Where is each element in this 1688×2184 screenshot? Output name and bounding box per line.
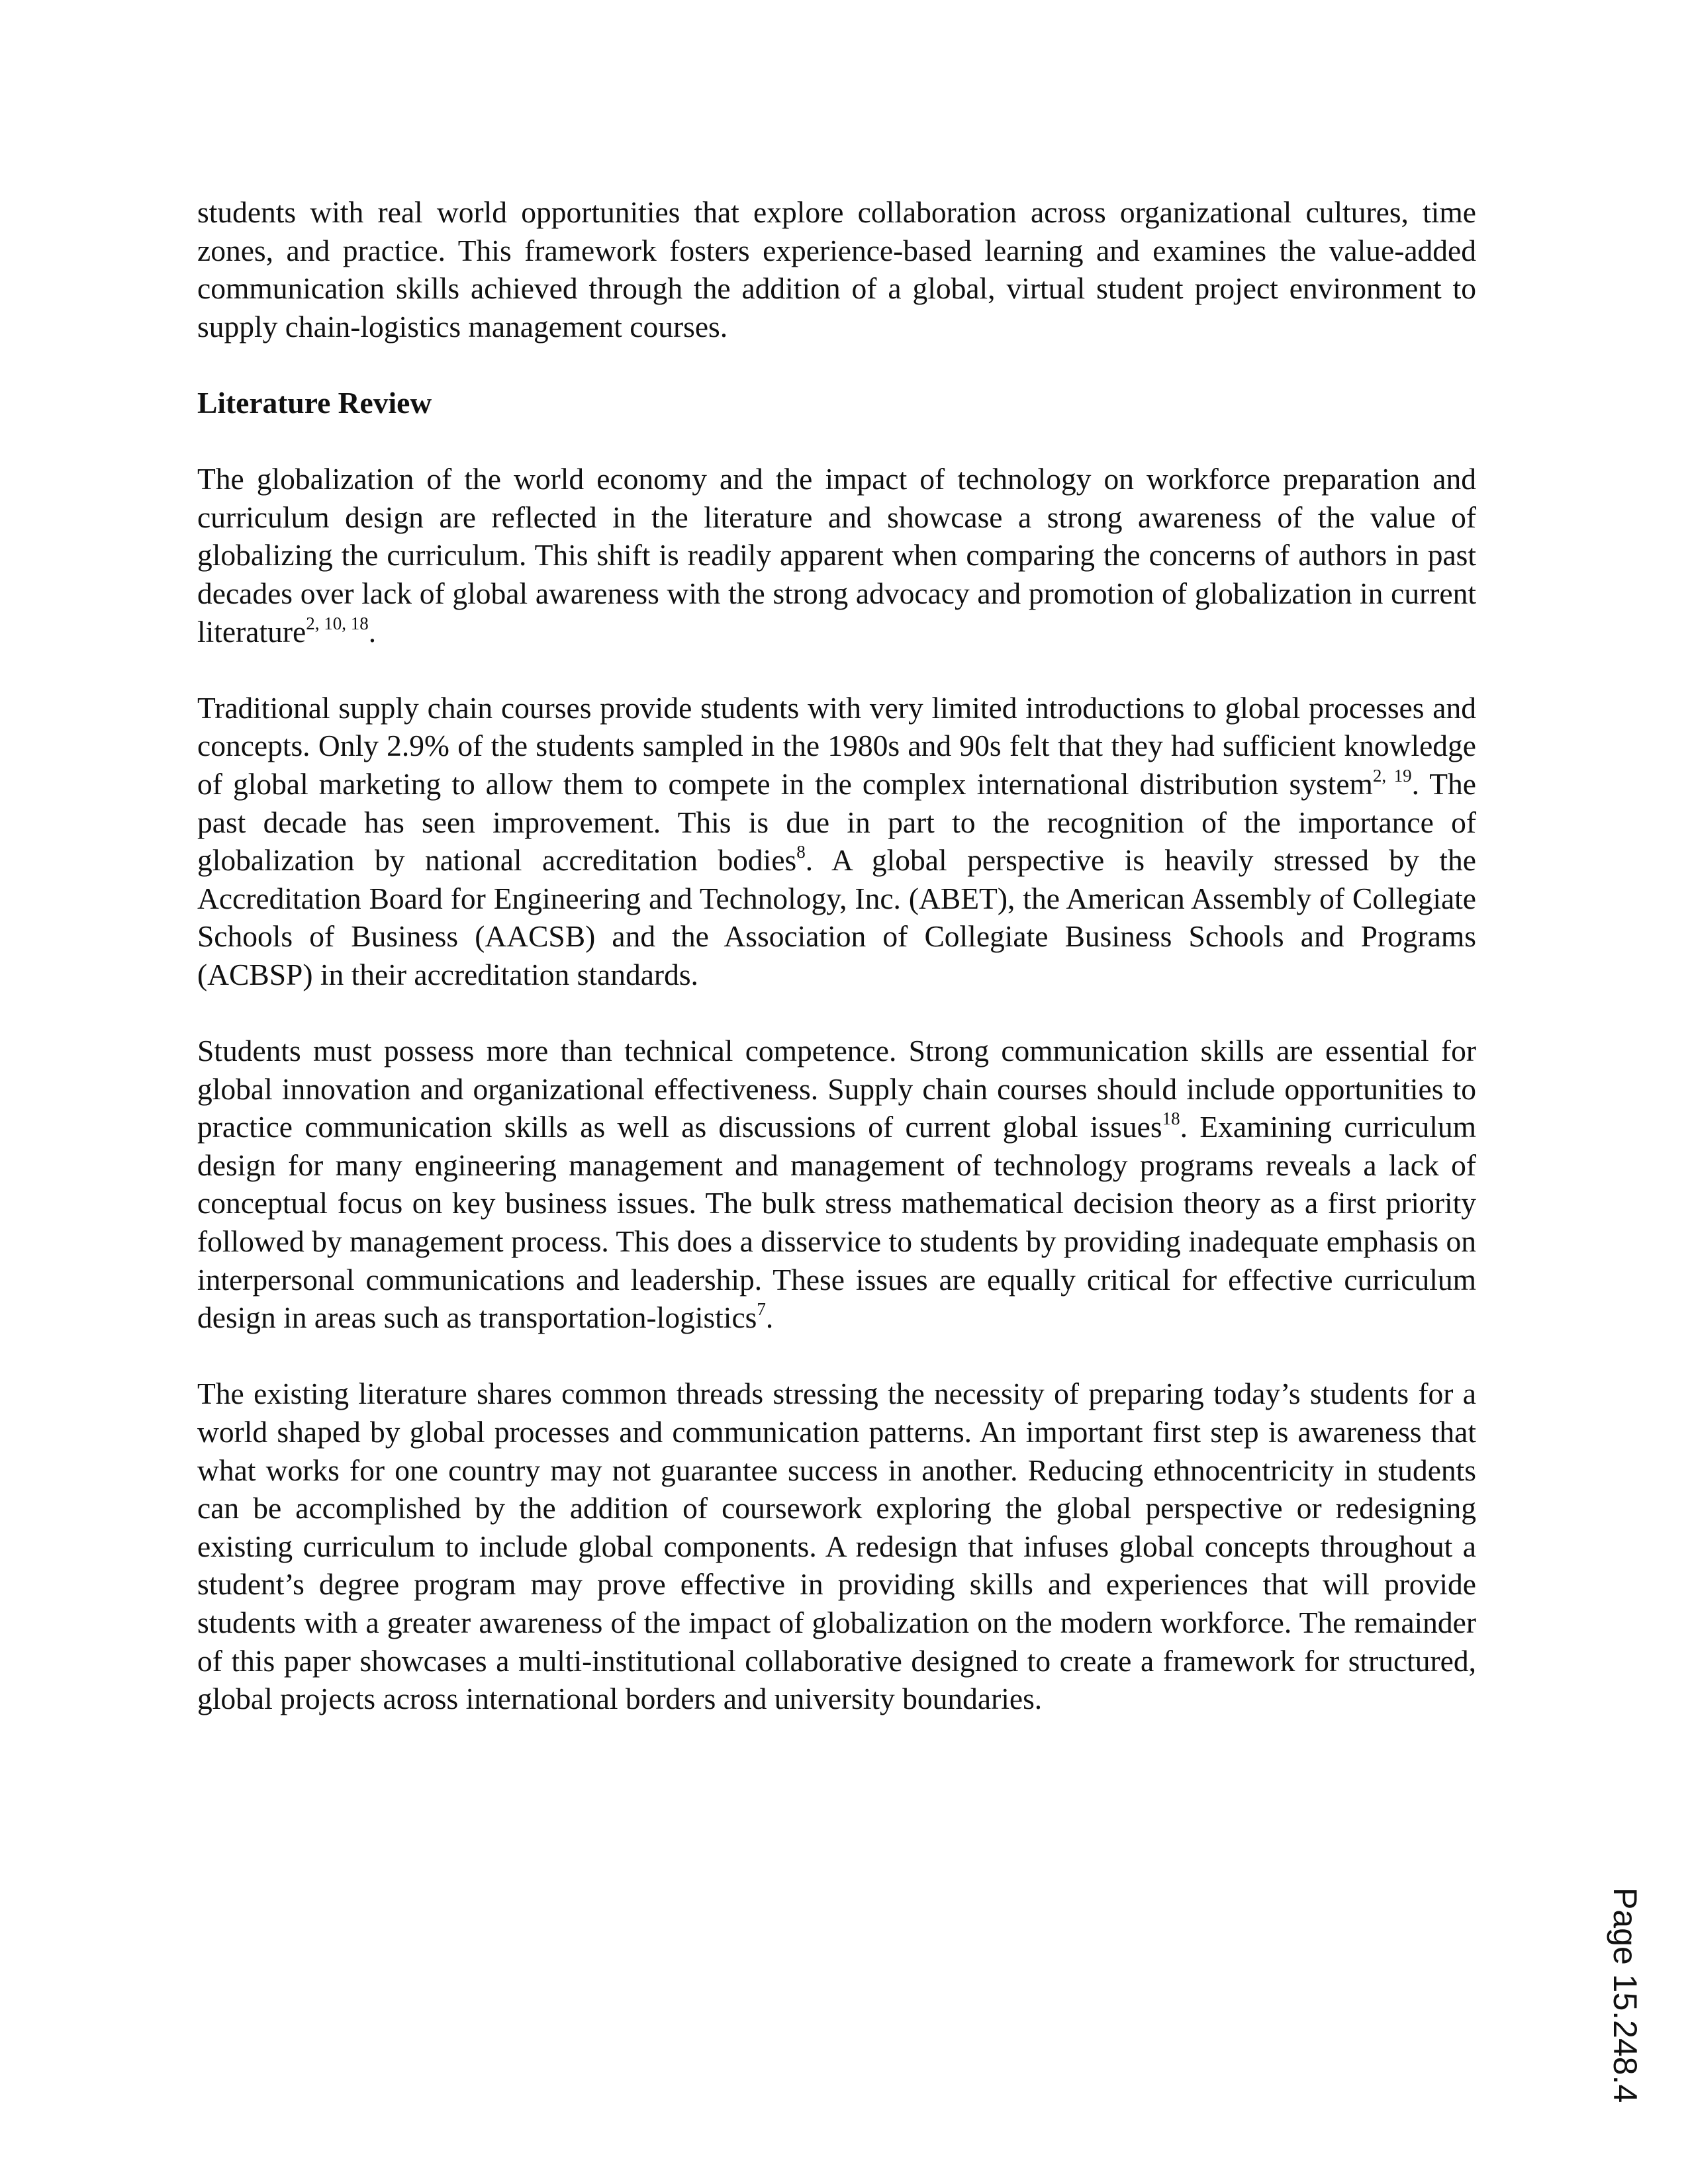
paragraph-existing-literature: The existing literature shares common threads stressing the necessity of preparing today’s students for a world shaped by global processes and communication patterns. An important first step is awareness that what works for one country may not guarantee success in another. Reducing ethnocentricity in students can be accomplished by the addition of coursework exploring the global perspective or redesigning existing curriculum to include global components. A redesign that infuses global concepts throughout a student’s degree program may prove effective in providing skills and experiences that will provide students with a greater awareness of the impact of globalization on the modern workforce. The remainder of this paper showcases a multi-institutional collaborative designed to create a framework for structured, global projects across international borders and university boundaries. [197, 1377, 1476, 1716]
citation-superscript: 2, 10, 18 [306, 613, 369, 633]
paragraph-text: . The past decade has seen improvement. This is due in part to the recognition of the importance of globalization by national accreditation bodies [197, 766, 1476, 878]
citation-superscript: 7 [757, 1299, 766, 1320]
paragraph-text: Students must possess more than technical competence. Strong communication skills are essential for global innovation and organizational effectiveness. Supply chain courses should include opportunities to practice communication skills as well as discussions of current global issues [197, 1034, 1476, 1144]
paragraph-text: . [765, 1300, 774, 1335]
page-number-label: Page 15.248.4 [1607, 1888, 1644, 2103]
page-body [197, 193, 1476, 1718]
citation-superscript: 2, 19 [1372, 765, 1412, 786]
paragraph-text: . [368, 614, 377, 649]
paragraph-text: Traditional supply chain courses provide students with very limited introductions to global processes and concepts. Only 2.9% of the students sampled in the 1980s and 90s felt that they had sufficient knowledge of global marketing to allow them to compete in the complex international distribution system [197, 690, 1476, 801]
paragraph-text: . Examining curriculum design for many engineering management and management of technology programs reveals a lack of conceptual focus on key business issues. The bulk stress mathematical decision theory as a first priority followed by management process. This does a disservice to students by providing inadequate emphasis on interpersonal communications and leadership. These issues are equally critical for effective curriculum design in areas such as transportation-logistics [197, 1110, 1477, 1335]
paragraph-traditional-courses [197, 689, 1476, 994]
section-heading: Literature Review [197, 385, 432, 420]
paragraph-text: The globalization of the world economy and the impact of technology on workforce preparation and curriculum design are reflected in the literature and showcase a strong awareness of the value of globalizing the curriculum. This shift is readily apparent when comparing the concerns of authors in past decades over lack of global awareness with the strong advocacy and promotion of globalization in current literature [197, 462, 1476, 649]
citation-superscript: 18 [1162, 1109, 1180, 1129]
paragraph-globalization [197, 460, 1476, 651]
paragraph-communication-skills [197, 1032, 1476, 1337]
citation-superscript: 8 [796, 842, 806, 862]
paragraph-text: . A global perspective is heavily stressed by the Accreditation Board for Engineering and Technology, Inc. (ABET), the American Assembly of Collegiate Schools of Business (AACSB) and the Association of Collegiate Business Schools and Programs (ACBSP) in their accreditation standards. [197, 843, 1476, 991]
intro-paragraph: students with real world opportunities that explore collaboration across organizational cultures, time zones, and practice. This framework fosters experience-based learning and examines the value-added communication skills achieved through the addition of a global, virtual student project environment to supply chain-logistics management courses. [197, 195, 1476, 343]
